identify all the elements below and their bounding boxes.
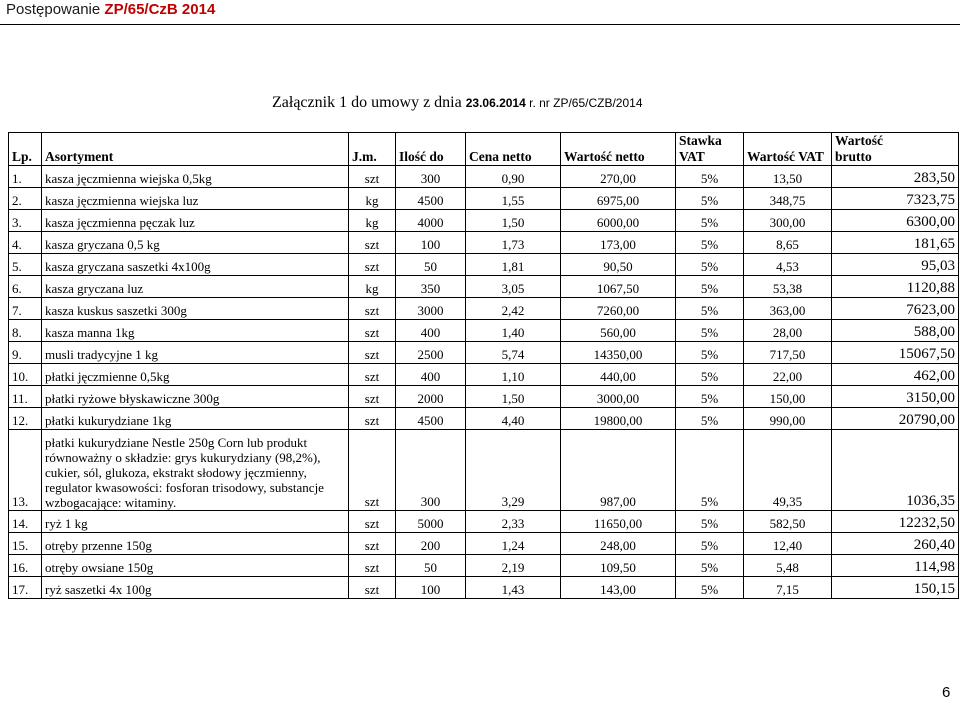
cell-lp: 16. bbox=[9, 555, 42, 577]
cell-net-value: 560,00 bbox=[561, 320, 676, 342]
cell-lp: 17. bbox=[9, 577, 42, 599]
cell-qty: 300 bbox=[396, 430, 466, 511]
cell-qty: 400 bbox=[396, 364, 466, 386]
col-header-gross bbox=[832, 133, 959, 166]
cell-unit: szt bbox=[349, 511, 396, 533]
cell-gross: 7323,75 bbox=[832, 188, 959, 210]
col-header-unit: J.m. bbox=[349, 133, 396, 166]
cell-lp: 1. bbox=[9, 166, 42, 188]
cell-vat-value: 990,00 bbox=[744, 408, 832, 430]
cell-net-value: 14350,00 bbox=[561, 342, 676, 364]
cell-net-price: 2,42 bbox=[466, 298, 561, 320]
cell-net-value: 440,00 bbox=[561, 364, 676, 386]
cell-qty: 100 bbox=[396, 577, 466, 599]
cell-vat-value: 49,35 bbox=[744, 430, 832, 511]
cell-vat-rate: 5% bbox=[676, 577, 744, 599]
cell-gross: 6300,00 bbox=[832, 210, 959, 232]
cell-unit: szt bbox=[349, 430, 396, 511]
cell-unit: szt bbox=[349, 577, 396, 599]
cell-unit: szt bbox=[349, 364, 396, 386]
table-row bbox=[9, 298, 959, 320]
cell-vat-value: 8,65 bbox=[744, 232, 832, 254]
cell-gross: 7623,00 bbox=[832, 298, 959, 320]
cell-vat-rate: 5% bbox=[676, 430, 744, 511]
header-divider bbox=[0, 24, 960, 25]
table-row bbox=[9, 408, 959, 430]
cell-qty: 50 bbox=[396, 555, 466, 577]
cell-name: otręby owsiane 150g bbox=[42, 555, 349, 577]
cell-name: otręby przenne 150g bbox=[42, 533, 349, 555]
cell-net-price: 3,29 bbox=[466, 430, 561, 511]
cell-vat-value: 363,00 bbox=[744, 298, 832, 320]
vat-rate-line-2: VAT bbox=[679, 149, 705, 164]
cell-gross: 95,03 bbox=[832, 254, 959, 276]
cell-qty: 350 bbox=[396, 276, 466, 298]
annex-title bbox=[272, 94, 643, 112]
cell-net-price: 1,50 bbox=[466, 386, 561, 408]
cell-gross: 260,40 bbox=[832, 533, 959, 555]
cell-net-value: 6975,00 bbox=[561, 188, 676, 210]
cell-net-price: 1,43 bbox=[466, 577, 561, 599]
cell-qty: 4500 bbox=[396, 408, 466, 430]
cell-gross: 1120,88 bbox=[832, 276, 959, 298]
table-header-row bbox=[9, 133, 959, 166]
page-header bbox=[0, 0, 960, 30]
cell-vat-rate: 5% bbox=[676, 320, 744, 342]
cell-lp: 7. bbox=[9, 298, 42, 320]
table-row bbox=[9, 555, 959, 577]
table-body bbox=[9, 166, 959, 599]
cell-unit: kg bbox=[349, 276, 396, 298]
cell-name: płatki jęczmienne 0,5kg bbox=[42, 364, 349, 386]
cell-net-price: 3,05 bbox=[466, 276, 561, 298]
cell-vat-value: 12,40 bbox=[744, 533, 832, 555]
cell-vat-value: 53,38 bbox=[744, 276, 832, 298]
cell-unit: szt bbox=[349, 408, 396, 430]
cell-net-value: 11650,00 bbox=[561, 511, 676, 533]
cell-net-price: 1,81 bbox=[466, 254, 561, 276]
cell-net-price: 1,10 bbox=[466, 364, 561, 386]
cell-net-value: 143,00 bbox=[561, 577, 676, 599]
cell-name: kasza jęczmienna wiejska 0,5kg bbox=[42, 166, 349, 188]
table-row bbox=[9, 320, 959, 342]
cell-vat-rate: 5% bbox=[676, 511, 744, 533]
cell-gross: 15067,50 bbox=[832, 342, 959, 364]
cell-qty: 4000 bbox=[396, 210, 466, 232]
cell-gross: 114,98 bbox=[832, 555, 959, 577]
table-row bbox=[9, 577, 959, 599]
cell-net-value: 173,00 bbox=[561, 232, 676, 254]
cell-lp: 9. bbox=[9, 342, 42, 364]
annex-number: ZP/65/CZB/2014 bbox=[553, 96, 643, 110]
table-row bbox=[9, 386, 959, 408]
cell-vat-rate: 5% bbox=[676, 342, 744, 364]
table-row bbox=[9, 188, 959, 210]
cell-qty: 5000 bbox=[396, 511, 466, 533]
cell-lp: 4. bbox=[9, 232, 42, 254]
table-row bbox=[9, 533, 959, 555]
cell-vat-rate: 5% bbox=[676, 166, 744, 188]
annex-middle: r. nr bbox=[525, 96, 554, 110]
col-header-name: Asortyment bbox=[42, 133, 349, 166]
cell-lp: 13. bbox=[9, 430, 42, 511]
gross-line-2: brutto bbox=[835, 149, 872, 164]
cell-vat-rate: 5% bbox=[676, 254, 744, 276]
cell-unit: szt bbox=[349, 555, 396, 577]
cell-lp: 12. bbox=[9, 408, 42, 430]
cell-vat-rate: 5% bbox=[676, 188, 744, 210]
cell-unit: szt bbox=[349, 386, 396, 408]
gross-line-1: Wartość bbox=[835, 133, 883, 148]
cell-unit: szt bbox=[349, 342, 396, 364]
cell-lp: 11. bbox=[9, 386, 42, 408]
col-header-net-value: Wartość netto bbox=[561, 133, 676, 166]
cell-net-price: 0,90 bbox=[466, 166, 561, 188]
cell-gross: 462,00 bbox=[832, 364, 959, 386]
cell-name: płatki kukurydziane 1kg bbox=[42, 408, 349, 430]
cell-qty: 4500 bbox=[396, 188, 466, 210]
page-number: 6 bbox=[942, 684, 951, 701]
cell-vat-value: 348,75 bbox=[744, 188, 832, 210]
cell-unit: szt bbox=[349, 533, 396, 555]
annex-date: 23.06.2014 bbox=[465, 96, 526, 110]
cell-net-price: 1,40 bbox=[466, 320, 561, 342]
cell-net-value: 1067,50 bbox=[561, 276, 676, 298]
cell-vat-value: 28,00 bbox=[744, 320, 832, 342]
cell-name: kasza gryczana 0,5 kg bbox=[42, 232, 349, 254]
table-row bbox=[9, 511, 959, 533]
cell-lp: 3. bbox=[9, 210, 42, 232]
cell-qty: 300 bbox=[396, 166, 466, 188]
cell-net-price: 1,24 bbox=[466, 533, 561, 555]
cell-vat-value: 5,48 bbox=[744, 555, 832, 577]
table-row bbox=[9, 364, 959, 386]
cell-vat-rate: 5% bbox=[676, 555, 744, 577]
cell-name: kasza gryczana luz bbox=[42, 276, 349, 298]
cell-net-value: 3000,00 bbox=[561, 386, 676, 408]
cell-vat-rate: 5% bbox=[676, 210, 744, 232]
cell-net-price: 4,40 bbox=[466, 408, 561, 430]
cell-gross: 3150,00 bbox=[832, 386, 959, 408]
header-title-code: ZP/65/CzB 2014 bbox=[104, 1, 216, 18]
cell-gross: 1036,35 bbox=[832, 430, 959, 511]
cell-gross: 150,15 bbox=[832, 577, 959, 599]
cell-unit: szt bbox=[349, 298, 396, 320]
cell-qty: 100 bbox=[396, 232, 466, 254]
cell-net-value: 7260,00 bbox=[561, 298, 676, 320]
cell-net-price: 1,55 bbox=[466, 188, 561, 210]
cell-net-value: 6000,00 bbox=[561, 210, 676, 232]
cell-name: ryż 1 kg bbox=[42, 511, 349, 533]
cell-vat-value: 13,50 bbox=[744, 166, 832, 188]
cell-unit: szt bbox=[349, 232, 396, 254]
table-row bbox=[9, 210, 959, 232]
cell-net-price: 1,50 bbox=[466, 210, 561, 232]
cell-net-value: 987,00 bbox=[561, 430, 676, 511]
cell-lp: 15. bbox=[9, 533, 42, 555]
cell-qty: 2500 bbox=[396, 342, 466, 364]
table-row bbox=[9, 342, 959, 364]
cell-name: kasza jęczmienna wiejska luz bbox=[42, 188, 349, 210]
cell-vat-rate: 5% bbox=[676, 533, 744, 555]
col-header-net-price: Cena netto bbox=[466, 133, 561, 166]
cell-vat-rate: 5% bbox=[676, 408, 744, 430]
cell-net-price: 5,74 bbox=[466, 342, 561, 364]
cell-vat-value: 7,15 bbox=[744, 577, 832, 599]
cell-net-value: 248,00 bbox=[561, 533, 676, 555]
cell-name: musli tradycyjne 1 kg bbox=[42, 342, 349, 364]
cell-name: kasza kuskus saszetki 300g bbox=[42, 298, 349, 320]
cell-gross: 181,65 bbox=[832, 232, 959, 254]
cell-qty: 2000 bbox=[396, 386, 466, 408]
cell-qty: 200 bbox=[396, 533, 466, 555]
cell-qty: 50 bbox=[396, 254, 466, 276]
table-row bbox=[9, 276, 959, 298]
cell-unit: szt bbox=[349, 166, 396, 188]
cell-qty: 400 bbox=[396, 320, 466, 342]
cell-net-price: 1,73 bbox=[466, 232, 561, 254]
cell-lp: 8. bbox=[9, 320, 42, 342]
table-row bbox=[9, 254, 959, 276]
cell-vat-value: 150,00 bbox=[744, 386, 832, 408]
cell-net-value: 109,50 bbox=[561, 555, 676, 577]
cell-vat-rate: 5% bbox=[676, 232, 744, 254]
cell-lp: 2. bbox=[9, 188, 42, 210]
cell-net-price: 2,33 bbox=[466, 511, 561, 533]
cell-net-price: 2,19 bbox=[466, 555, 561, 577]
cell-name: kasza manna 1kg bbox=[42, 320, 349, 342]
table-row bbox=[9, 166, 959, 188]
cell-unit: kg bbox=[349, 188, 396, 210]
cell-lp: 14. bbox=[9, 511, 42, 533]
cell-name: płatki ryżowe błyskawiczne 300g bbox=[42, 386, 349, 408]
cell-lp: 10. bbox=[9, 364, 42, 386]
cell-gross: 283,50 bbox=[832, 166, 959, 188]
cell-vat-value: 4,53 bbox=[744, 254, 832, 276]
cell-gross: 12232,50 bbox=[832, 511, 959, 533]
cell-gross: 588,00 bbox=[832, 320, 959, 342]
cell-vat-rate: 5% bbox=[676, 298, 744, 320]
cell-net-value: 270,00 bbox=[561, 166, 676, 188]
page-header-title bbox=[6, 1, 215, 18]
annex-prefix: Załącznik 1 do umowy z dnia bbox=[272, 94, 466, 111]
cell-gross: 20790,00 bbox=[832, 408, 959, 430]
header-title-prefix: Postępowanie bbox=[6, 1, 105, 18]
cell-vat-value: 717,50 bbox=[744, 342, 832, 364]
col-header-qty: Ilość do bbox=[396, 133, 466, 166]
col-header-vat-rate bbox=[676, 133, 744, 166]
cell-vat-rate: 5% bbox=[676, 276, 744, 298]
col-header-lp: Lp. bbox=[9, 133, 42, 166]
cell-name: kasza gryczana saszetki 4x100g bbox=[42, 254, 349, 276]
cell-unit: szt bbox=[349, 320, 396, 342]
cell-vat-rate: 5% bbox=[676, 364, 744, 386]
col-header-vat-value: Wartość VAT bbox=[744, 133, 832, 166]
cell-unit: szt bbox=[349, 254, 396, 276]
cell-name: płatki kukurydziane Nestle 250g Corn lub produkt równoważny o składzie: grys kukurydziany (98,2%), cukier, sól, glukoza, ekstrakt słodowy jęczmienny, regulator kwasowości: fosforan trisodowy, substancje wzbogacające: witaminy. bbox=[42, 430, 349, 511]
cell-lp: 5. bbox=[9, 254, 42, 276]
table-row bbox=[9, 430, 959, 511]
table-row bbox=[9, 232, 959, 254]
products-table bbox=[8, 132, 959, 599]
cell-name: kasza jęczmienna pęczak luz bbox=[42, 210, 349, 232]
cell-name: ryż saszetki 4x 100g bbox=[42, 577, 349, 599]
cell-net-value: 19800,00 bbox=[561, 408, 676, 430]
cell-qty: 3000 bbox=[396, 298, 466, 320]
vat-rate-line-1: Stawka bbox=[679, 133, 722, 148]
cell-vat-value: 582,50 bbox=[744, 511, 832, 533]
cell-vat-value: 22,00 bbox=[744, 364, 832, 386]
cell-vat-rate: 5% bbox=[676, 386, 744, 408]
cell-vat-value: 300,00 bbox=[744, 210, 832, 232]
cell-net-value: 90,50 bbox=[561, 254, 676, 276]
cell-lp: 6. bbox=[9, 276, 42, 298]
cell-unit: kg bbox=[349, 210, 396, 232]
